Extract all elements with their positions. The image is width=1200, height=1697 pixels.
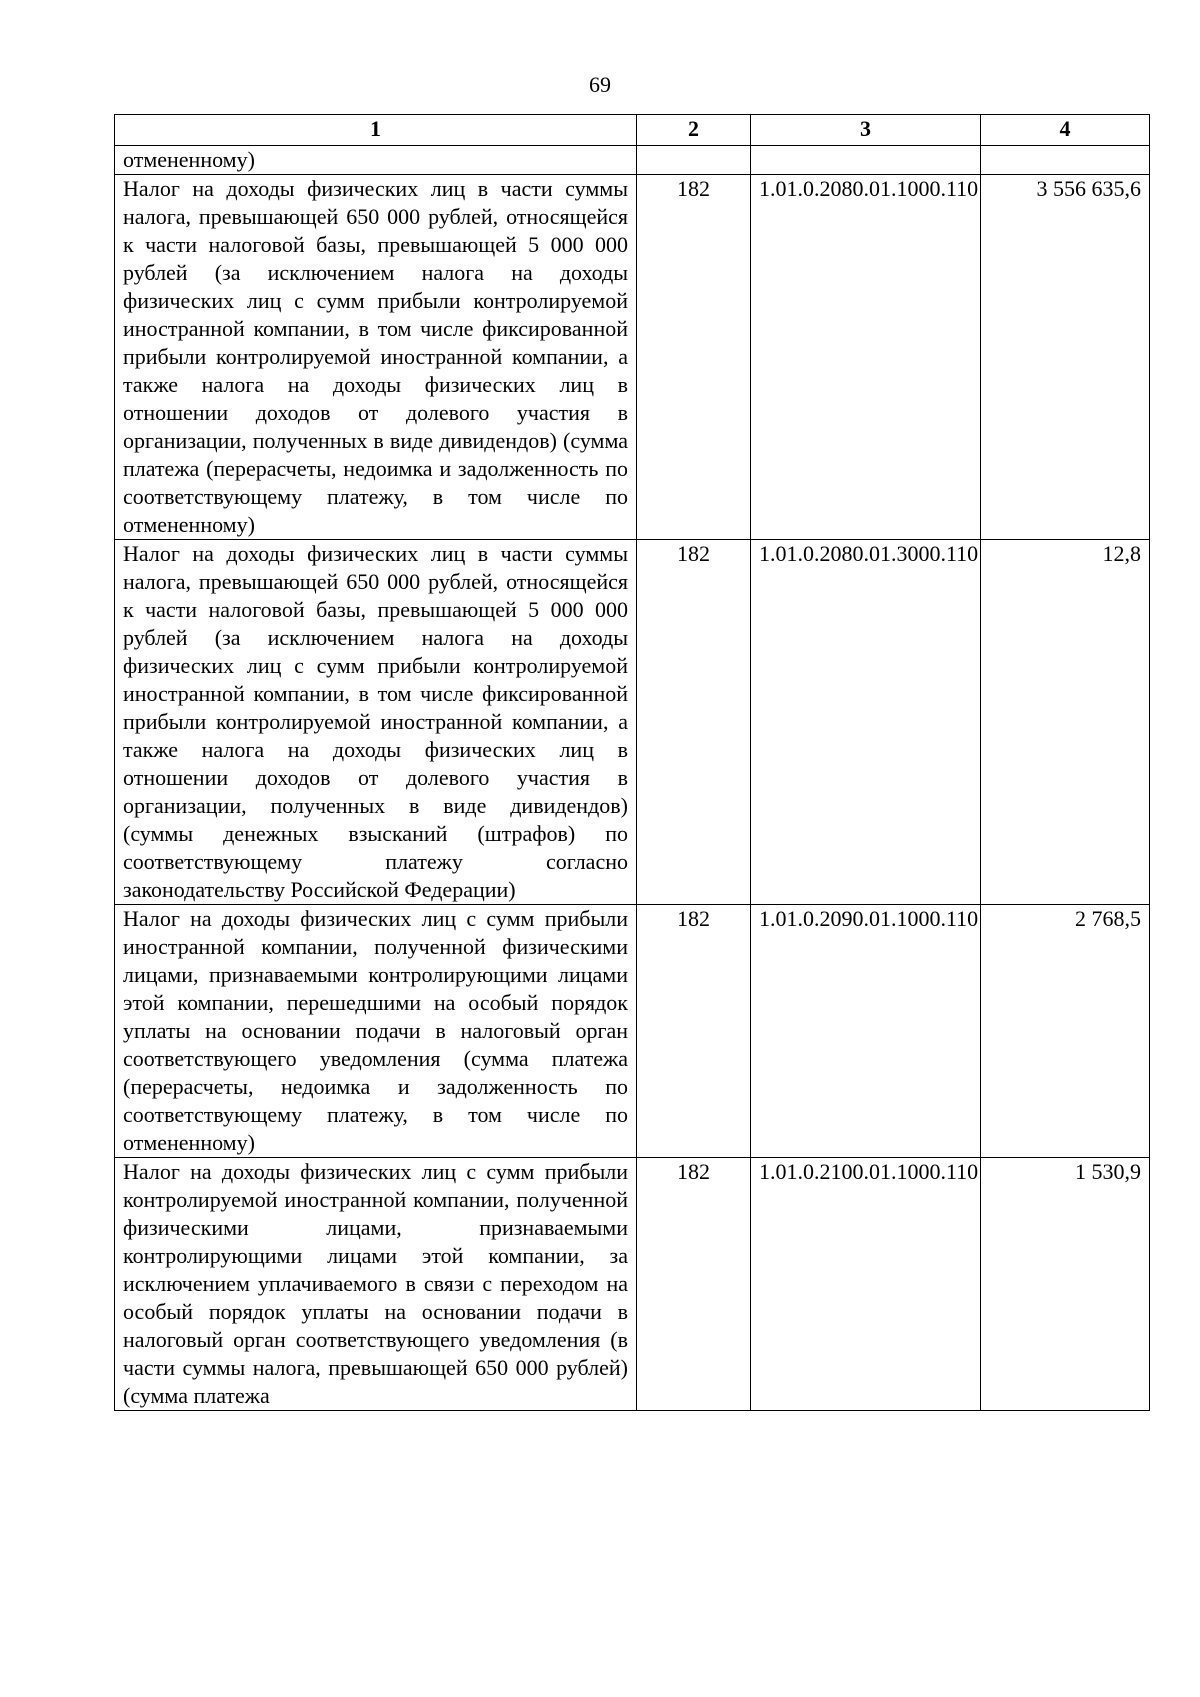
- row-budget-code: 1.01.0.2090.01.1000.110: [751, 905, 981, 1158]
- row-admin-code: 182: [637, 175, 751, 540]
- row-admin-code: [637, 146, 751, 175]
- row-admin-code: 182: [637, 540, 751, 905]
- row-amount: [981, 146, 1150, 175]
- row-amount: 2 768,5: [981, 905, 1150, 1158]
- row-name: Налог на доходы физических лиц с сумм прибыли иностранной компании, полученной физическими лицами, признаваемыми контролирующими лицами этой компании, перешедшими на особый порядок уплаты на основании подачи в налоговый орган соответствующего уведомления (сумма платежа (перерасчеты, недоимка и задолженность по соответствующему платежу, в том числе по отмененному): [115, 905, 637, 1158]
- revenue-table: [114, 114, 1150, 1411]
- row-amount: 12,8: [981, 540, 1150, 905]
- header-col-1: 1: [115, 115, 637, 146]
- table-row: [115, 146, 1150, 175]
- row-name: Налог на доходы физических лиц в части суммы налога, превышающей 650 000 рублей, относящейся к части налоговой базы, превышающей 5 000 000 рублей (за исключением налога на доходы физических лиц с сумм прибыли контролируемой иностранной компании, в том числе фиксированной прибыли контролируемой иностранной компании, а также налога на доходы физических лиц в отношении доходов от долевого участия в организации, полученных в виде дивидендов) (сумма платежа (перерасчеты, недоимка и задолженность по соответствующему платежу, в том числе по отмененному): [115, 175, 637, 540]
- table-row: [115, 1158, 1150, 1411]
- row-amount: 3 556 635,6: [981, 175, 1150, 540]
- row-budget-code: 1.01.0.2080.01.3000.110: [751, 540, 981, 905]
- header-col-3: 3: [751, 115, 981, 146]
- page-number: 69: [589, 72, 611, 97]
- row-budget-code: 1.01.0.2100.01.1000.110: [751, 1158, 981, 1411]
- row-admin-code: 182: [637, 905, 751, 1158]
- table-row: [115, 905, 1150, 1158]
- header-col-2: 2: [637, 115, 751, 146]
- row-name: Налог на доходы физических лиц с сумм прибыли контролируемой иностранной компании, полученной физическими лицами, признаваемыми контролирующими лицами этой компании, за исключением уплачиваемого в связи с переходом на особый порядок уплаты на основании подачи в налоговый орган соответствующего уведомления (в части суммы налога, превышающей 650 000 рублей) (сумма платежа: [115, 1158, 637, 1411]
- row-budget-code: [751, 146, 981, 175]
- row-amount: 1 530,9: [981, 1158, 1150, 1411]
- row-admin-code: 182: [637, 1158, 751, 1411]
- table-row: [115, 540, 1150, 905]
- row-name: Налог на доходы физических лиц в части суммы налога, превышающей 650 000 рублей, относящейся к части налоговой базы, превышающей 5 000 000 рублей (за исключением налога на доходы физических лиц с сумм прибыли контролируемой иностранной компании, в том числе фиксированной прибыли контролируемой иностранной компании, а также налога на доходы физических лиц в отношении доходов от долевого участия в организации, полученных в виде дивидендов) (суммы денежных взысканий (штрафов) по соответствующему платежу согласно законодательству Российской Федерации): [115, 540, 637, 905]
- table-header-row: [115, 115, 1150, 146]
- row-name: отмененному): [115, 146, 637, 175]
- row-budget-code: 1.01.0.2080.01.1000.110: [751, 175, 981, 540]
- header-col-4: 4: [981, 115, 1150, 146]
- table-row: [115, 175, 1150, 540]
